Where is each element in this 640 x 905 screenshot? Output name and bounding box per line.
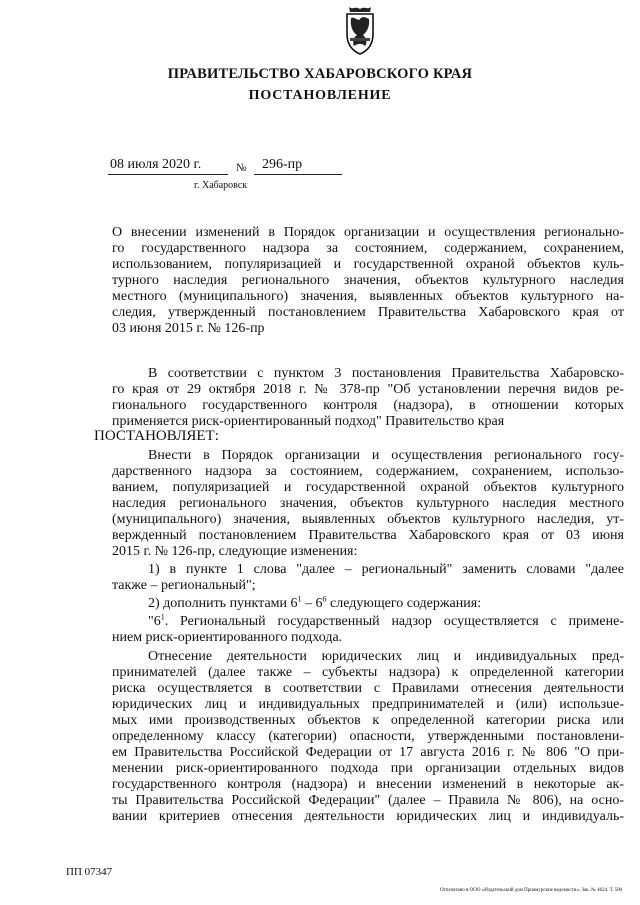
para-line: ем Правительства Российской Федерации от 17 августа 2016 г. № 806 "О при- [112, 745, 624, 760]
title-line: го государственного надзора за состоянием, содержанием, сохранением, [112, 241, 624, 256]
para-line: принимателей (далее также – субъекты надзора) к определенной категории [112, 665, 624, 680]
para-line: юридических лиц и индивидуальных предпринимателей и (или) использue- [112, 697, 624, 712]
number-underline [254, 174, 342, 175]
body-line: (муниципального) значения, выявленных объектов культурного наследия, ут- [112, 512, 624, 527]
title-line: следия, утвержденный постановлением Правительства Хабаровского края от [112, 305, 624, 320]
resolves-heading: ПОСТАНОВЛЯЕТ: [94, 428, 219, 444]
title-line: О внесении изменений в Порядок организации и осуществления регионально- [112, 225, 624, 240]
para-line: менении риск-ориентированного подхода при организации отдельных видов [112, 761, 624, 776]
para-line: государственного контроля (надзора) и внесении изменений в некоторые ак- [112, 777, 624, 792]
item1-line: 1) в пункте 1 слова "далее – региональный" заменить словами "далее [148, 562, 624, 577]
number-sign: № [236, 162, 247, 174]
title-line: 03 июня 2015 г. № 126-пр [112, 321, 265, 336]
body-line: ванием, популяризацией и государственной охраной объектов культурного [112, 480, 624, 495]
body-line: вержденный постановлением Правительства Хабаровского края от 03 июня [112, 528, 624, 543]
body-line: 2015 г. № 126-пр, следующие изменения: [112, 544, 358, 559]
preamble-line: гионального государственного контроля (надзора), в отношении которых [112, 398, 624, 413]
body-line: наследия регионального значения, объектов культурного наследия местного [112, 496, 624, 511]
para-line: ты Правительства Российской Федерации" (далее – Правила № 806), на осно- [112, 793, 624, 808]
quote-line: "$6^1$. Региональный государственный надзор осуществляется с примене- [148, 612, 624, 629]
body-line: Внести в Порядок организации и осуществления регионального госу- [148, 448, 624, 463]
body-line: дарственного надзора за состоянием, содержанием, сохранением, использо- [112, 464, 624, 479]
item1-line: также – региональный"; [112, 578, 256, 593]
document-code: ПП 07347 [66, 866, 113, 878]
quote-line: нием риск-ориентированного подхода. [112, 630, 343, 645]
coat-of-arms-emblem [343, 4, 377, 56]
para-line: мых ими производственных объектов к определенной категории риска или [112, 713, 624, 728]
preamble-line: го края от 29 октября 2018 г. № 378-пр "Об установлении перечня видов ре- [112, 382, 624, 397]
para-line: риска осуществляется в соответствии с Правилами отнесения деятельности [112, 681, 624, 696]
preamble-line: применяется риск-ориентированный подход" Правительство края [112, 414, 505, 429]
city: г. Хабаровск [194, 180, 248, 191]
document-number: 296-пр [262, 157, 303, 172]
document-type: ПОСТАНОВЛЕНИЕ [248, 88, 392, 103]
title-line: использованием, популяризацией и государственной охраной объектов куль- [112, 257, 624, 272]
para-line: определенному классу (категории) опасности, утвержденными постановлени- [112, 729, 624, 744]
printer-note: Отпечатано в ООО «Издательский дом Приамурские ведомости». Зак. № 4624. Т. 500 [440, 888, 623, 893]
para-line: Отнесение деятельности юридических лиц и индивидуальных пред- [148, 649, 624, 664]
government-title: ПРАВИТЕЛЬСТВО ХАБАРОВСКОГО КРАЯ [167, 66, 473, 82]
title-line: местного (муниципального) значения, выявленных объектов культурного на- [112, 289, 624, 304]
preamble-line: В соответствии с пунктом 3 постановления Правительства Хабаровско- [148, 366, 624, 381]
title-line: турного наследия регионального значения, объектов культурного наследия [112, 273, 624, 288]
document-date: 08 июля 2020 г. [110, 157, 202, 172]
item2-line: 2) дополнить пунктами $6^1 - 6^6$ следующего содержания: [148, 594, 482, 611]
date-underline [108, 174, 228, 175]
para-line: вании критериев отнесения деятельности юридических лиц и индивидуаль- [112, 809, 624, 824]
